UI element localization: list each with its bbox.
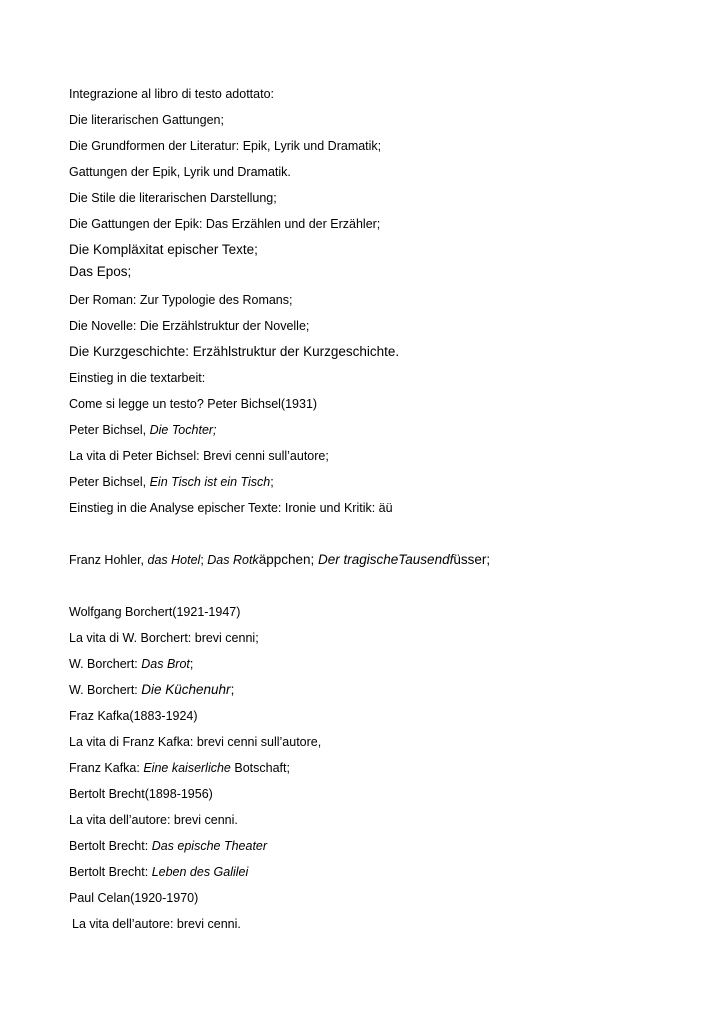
document-line: Die Grundformen der Literatur: Epik, Lyrik und Dramatik; (69, 139, 382, 153)
document-line: Come si legge un testo? Peter Bichsel(1931) (69, 397, 318, 411)
work-title: Das Rotk (207, 553, 259, 567)
line-text: Franz Kafka: (69, 761, 144, 775)
line-text: Botschaft; (230, 761, 290, 775)
document-line-borchert-uhr (69, 682, 689, 708)
line-text: Franz Hohler, (69, 553, 148, 567)
document-line-hohler (69, 552, 689, 604)
document-line: Einstieg in die Analyse epischer Texte: Ironie und Kritik: äü (69, 501, 393, 515)
work-title: das Hotel (147, 553, 201, 567)
document-line: Der Roman: Zur Typologie des Romans; (69, 293, 293, 307)
document-line: La vita di Peter Bichsel: Brevi cenni sull’autore; (69, 449, 329, 463)
document-line: Gattungen der Epik, Lyrik und Dramatik. (69, 165, 291, 179)
document-page (69, 86, 689, 942)
document-line-kafka-botschaft (69, 760, 689, 786)
work-title: Das epische Theater (151, 839, 268, 853)
document-line: Wolfgang Borchert(1921-1947) (69, 605, 241, 619)
work-title: Ein Tisch ist ein Tisch (149, 475, 271, 489)
document-line-bichsel-tisch (69, 474, 689, 500)
line-text: üsser; (453, 552, 491, 567)
line-text: äppchen; (258, 552, 318, 567)
work-title: Die Küchenuhr (141, 682, 231, 697)
document-line: Die Novelle: Die Erzählstruktur der Novelle; (69, 319, 310, 333)
document-line-borchert-brot (69, 656, 689, 682)
line-text: Peter Bichsel, (69, 475, 150, 489)
document-line: Das Epos; (69, 264, 132, 279)
line-text: ; (189, 657, 194, 671)
document-line: Bertolt Brecht(1898-1956) (69, 787, 213, 801)
line-text: Bertolt Brecht: (69, 865, 152, 879)
document-line-bichsel-tochter (69, 422, 689, 448)
document-line: Die literarischen Gattungen; (69, 113, 224, 127)
document-line: Die Gattungen der Epik: Das Erzählen und der Erzähler; (69, 217, 381, 231)
document-line: Integrazione al libro di testo adottato: (69, 87, 274, 101)
document-line: Einstieg in die textarbeit: (69, 371, 206, 385)
line-text: W. Borchert: (69, 683, 142, 697)
line-text: ; (230, 682, 235, 697)
document-line: Die Kurzgeschichte: Erzählstruktur der Kurzgeschichte. (69, 344, 400, 359)
document-line-brecht-galilei (69, 864, 689, 890)
work-title: Eine kaiserliche (143, 761, 231, 775)
document-line: La vita dell’autore: brevi cenni. (72, 917, 241, 931)
line-text: ; (270, 475, 274, 489)
document-line: Die Stile die literarischen Darstellung; (69, 191, 277, 205)
line-text: W. Borchert: (69, 657, 142, 671)
line-text: Peter Bichsel, (69, 423, 150, 437)
work-title: Leben des Galilei (151, 865, 249, 879)
document-line-brecht-theater (69, 838, 689, 864)
document-line: Paul Celan(1920-1970) (69, 891, 199, 905)
line-text: ; (200, 553, 208, 567)
work-title: Die Tochter; (149, 423, 217, 437)
work-title: Der tragischeTausendf (318, 552, 454, 567)
document-line: La vita di Franz Kafka: brevi cenni sull’autore, (69, 735, 322, 749)
document-line: La vita di W. Borchert: brevi cenni; (69, 631, 259, 645)
document-line: La vita dell’autore: brevi cenni. (69, 813, 238, 827)
line-text: Bertolt Brecht: (69, 839, 152, 853)
document-line: Die Kompläxitat epischer Texte; (69, 242, 258, 257)
document-line: Fraz Kafka(1883-1924) (69, 709, 198, 723)
work-title: Das Brot (141, 657, 190, 671)
